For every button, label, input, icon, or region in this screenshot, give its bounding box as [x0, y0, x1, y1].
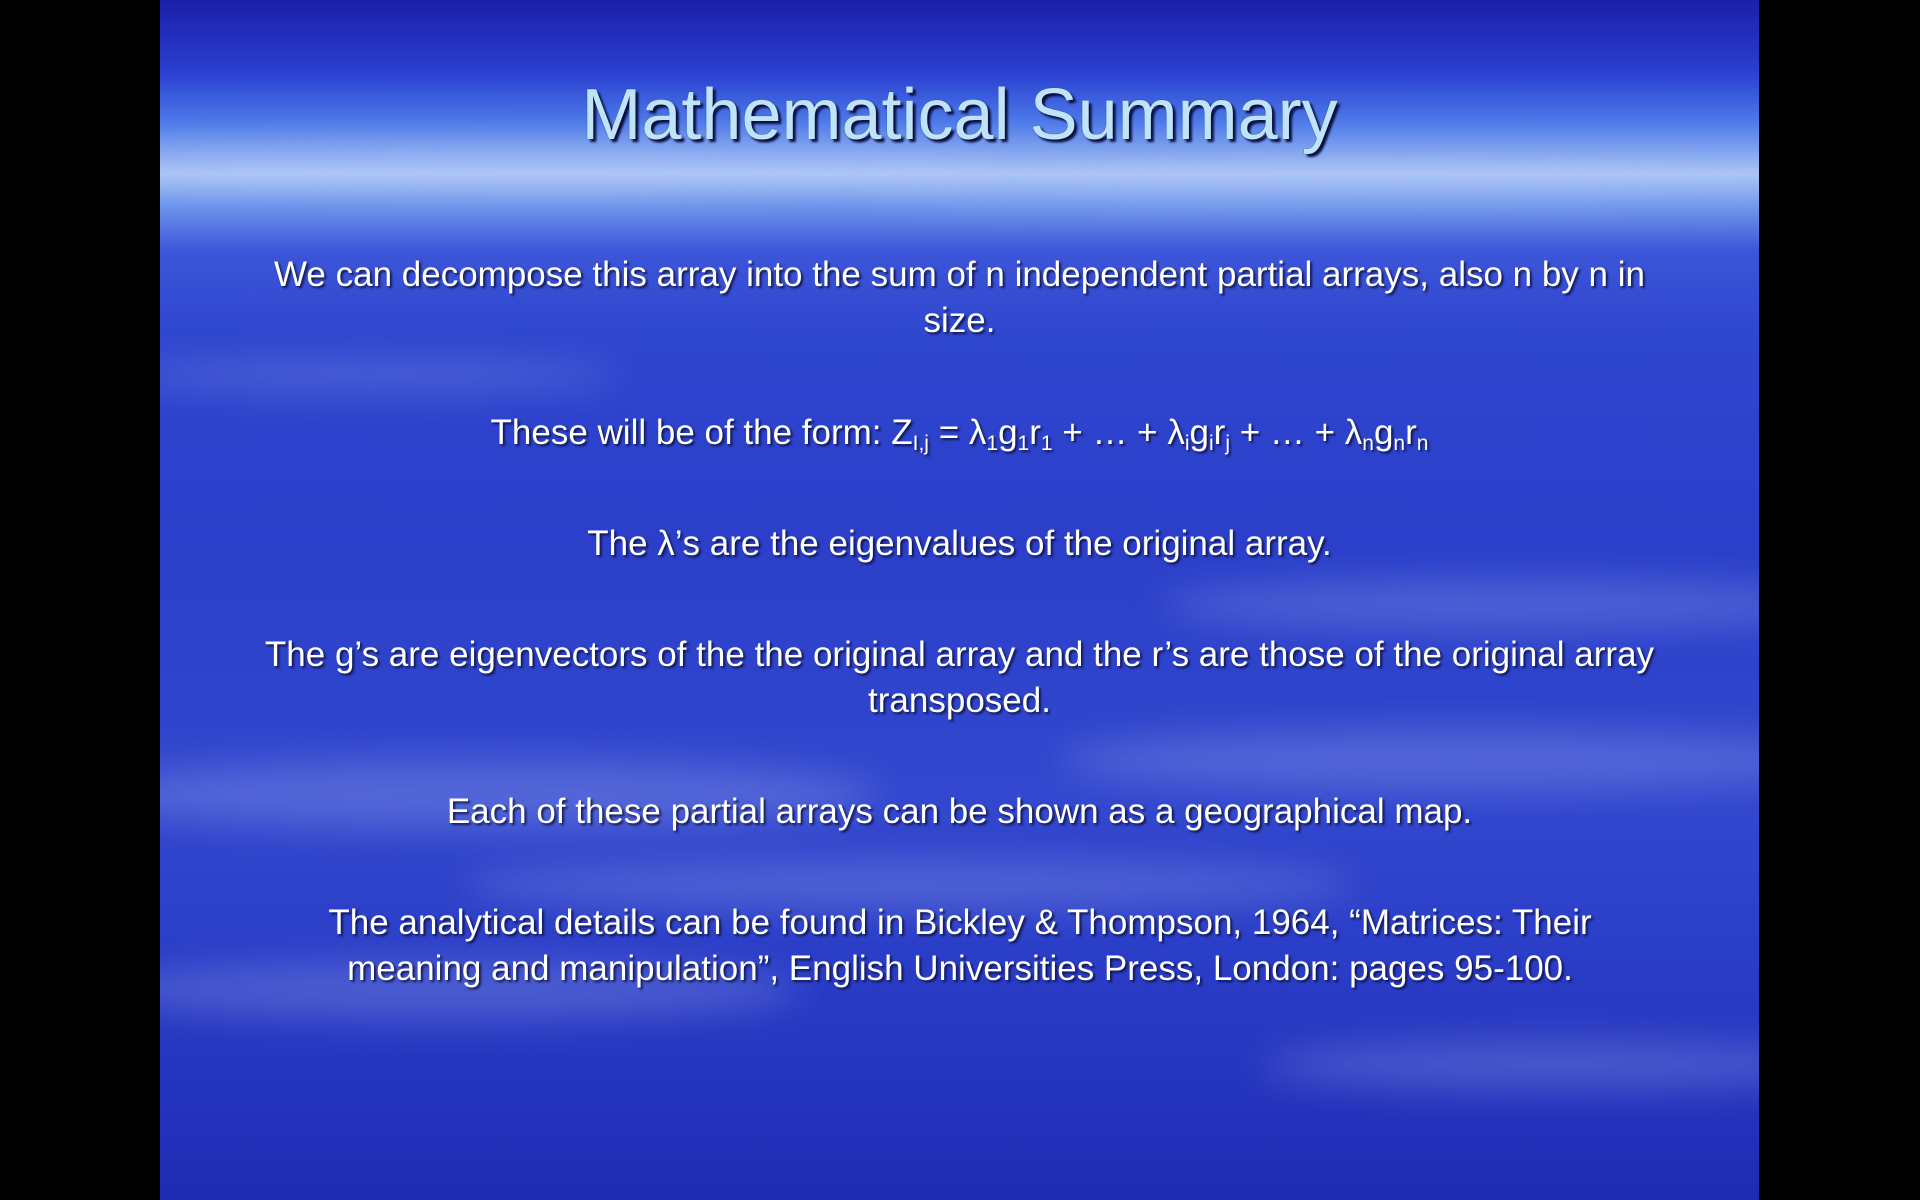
- formula-text: r: [1029, 413, 1041, 452]
- cloud-streak: [1060, 730, 1759, 790]
- formula-text: g: [1189, 413, 1209, 452]
- formula-subscript: n: [1416, 432, 1429, 455]
- paragraph-geographical-map: Each of these partial arrays can be shown as a geographical map.: [446, 792, 1473, 831]
- slide-title: Mathematical Summary: [581, 75, 1338, 155]
- formula-subscript: n: [1393, 432, 1406, 455]
- formula-subscript: n: [1362, 432, 1374, 455]
- formula-subscript: 1: [1040, 432, 1053, 455]
- formula-text: + … + λ: [1052, 413, 1185, 452]
- cloud-streak: [160, 360, 620, 390]
- cloud-streak: [1260, 1040, 1759, 1090]
- paragraph-reference: The analytical details can be found in Bickley & Thompson, 1964, “Matrices: Their meaning and manipulation”, English Universities Press, London: pages 95-100.: [328, 903, 1592, 988]
- paragraph-eigenvectors: The g’s are eigenvectors of the the original array and the r’s are those of the original array transposed.: [264, 635, 1655, 720]
- formula-text: = λ: [928, 413, 987, 452]
- cloud-streak: [1160, 580, 1759, 630]
- formula-text: + … + λ: [1229, 413, 1363, 452]
- formula-text: r: [1213, 413, 1226, 452]
- formula-subscript: 1: [1017, 432, 1030, 455]
- formula-subscript: i: [1208, 432, 1214, 455]
- formula-prefix: These will be of the form: Z: [490, 413, 913, 452]
- paragraph-eigenvalues: The λ’s are the eigenvalues of the original array.: [587, 524, 1332, 563]
- formula-text: g: [998, 413, 1018, 452]
- formula-subscript: i: [1184, 432, 1190, 455]
- formula-subscript: j: [1225, 432, 1230, 455]
- formula-text: r: [1405, 413, 1417, 452]
- formula-subscript: I,j: [912, 432, 929, 455]
- formula-subscript: 1: [986, 432, 999, 455]
- paragraph-decompose: We can decompose this array into the sum of n independent partial arrays, also n by n in size.: [274, 255, 1645, 340]
- paragraph-formula: [240, 410, 1679, 456]
- cloud-streak: [860, 170, 1759, 206]
- formula-text: g: [1373, 413, 1394, 452]
- slide: [160, 0, 1759, 1200]
